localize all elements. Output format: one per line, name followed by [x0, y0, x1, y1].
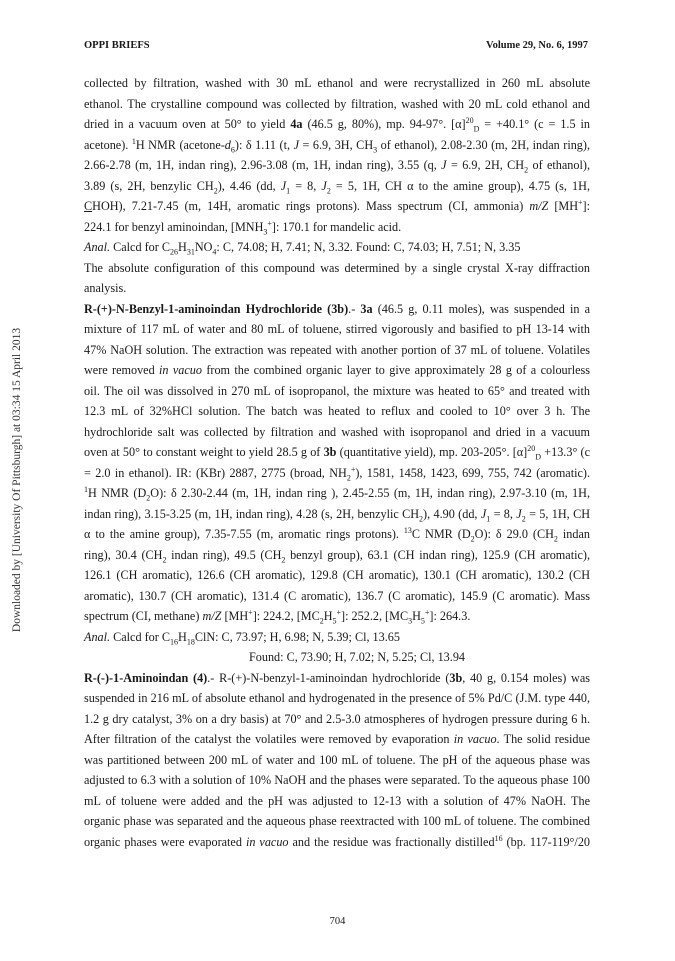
- text-line: spectrum (CI, methane) m/Z [MH+]: 224.2, $[MC_2H_5^+]$: 252.2, $[MC_3H_5^+]$: 264.3.: [84, 607, 471, 626]
- text-line: $^1$H NMR $(D_2O)$: δ 2.30-2.44 (m, 1H, indan ring ), 2.45-2.55 (m, 1H, indan ring), 2.97-3.10 (m, 1H,: [84, 484, 590, 503]
- text-line: The absolute configuration of this compound was determined by a single crystal X-ray diffraction: [84, 260, 590, 275]
- text-line: was partitioned between 200 mL of water and 100 mL of toluene. The pH of the aqueous phase was: [84, 752, 590, 767]
- text-line: 224.1 for benzyl aminoindan, $[MNH_3^+]$: 170.1 for mandelic acid.: [84, 218, 402, 236]
- text-line: mL of toluene were added and the pH was adjusted to 12-13 with a solution of 47% NaOH. The: [84, 793, 590, 808]
- text-line: 3.89 (s, 2H, benzylic $CH_2$), 4.46 (dd, $J_1 = 8$, $J_2 = 5$, 1H, CH α to the amine group), 4.75 (s, 1H,: [84, 178, 591, 195]
- download-notice-margin: [6, 300, 28, 660]
- text-line: 1.2 g dry catalyst, 3% on a dry basis) at 70° and 2.5-3.0 atmospheres of hydrogen pressure during 6 h.: [84, 711, 590, 726]
- text-line: Found: C, 73.90; H, 7.02; N, 5.25; Cl, 13.94: [249, 650, 466, 664]
- volume-info: Volume 29, No. 6, 1997: [486, 40, 588, 51]
- text-line: 2.66-2.78 (m, 1H, indan ring), 2.96-3.08 (m, 1H, indan ring), 3.55 (q, J = 6.9, 2H, $CH_2$ of ethanol),: [84, 158, 590, 175]
- text-line: oil. The oil was dissolved in 270 mL of isopropanol, the mixture was heated to 65° and treated with: [84, 383, 590, 398]
- text-line: acetone). $^1$H NMR $(acetone-d_6)$: δ 1.11 (t, J = 6.9, 3H, $CH_3$ of ethanol), 2.08-2.30 (m, 2H, indan ring),: [84, 136, 590, 154]
- text-line: mixture of 117 mL of water and 80 mL of toluene, stirred vigorously and basified to pH 13-14 with: [84, 322, 590, 336]
- page-number: 704: [329, 916, 346, 927]
- text-line: = 2.0 in ethanol). IR: (KBr) 2887, 2775 (broad, $NH_2^+$), 1581, 1458, 1423, 699, 755, 742 (aromatic).: [84, 464, 591, 482]
- text-line: adjusted to 6.3 with a solution of 10% NaOH and the phases were separated. To the aqueous phase 100: [84, 773, 590, 787]
- text-line: Anal. Calcd for $C_{16}H_{18}ClN$: C, 73.97; H, 6.98; N, 5.39; Cl, 13.65: [84, 629, 400, 646]
- text-line: hydrochloride salt was collected by filtration and washed with isopropanol and dried in a vacuum: [84, 424, 590, 439]
- text-line: α to the amine group), 7.35-7.55 (m, aromatic rings protons). $^{13}$C NMR $(D_2O)$: δ 29.0 ($CH_2$ indan: [84, 525, 590, 544]
- text-line: 12.3 mL of 32%HCl solution. The batch was heated to reflux and cooled to 10° over 3 h. The: [84, 404, 590, 418]
- text-line: 47% NaOH solution. The extraction was repeated with another portion of 37 mL of toluene. Volatiles: [84, 342, 590, 357]
- text-line: ethanol. The crystalline compound was collected by filtration, washed with 20 mL cold ethanol and: [84, 96, 590, 111]
- text-line: collected by filtration, washed with 30 mL ethanol and were recrystallized in 260 mL absolute: [84, 76, 590, 90]
- text-line: suspended in 216 mL of absolute ethanol and hydrogenated in the presence of 5% Pd/C (J.M. type 440,: [84, 691, 590, 705]
- text-line: analysis.: [84, 281, 127, 295]
- text-line: ring), 30.4 ($CH_2$ indan ring), 49.5 ($CH_2$ benzyl group), 63.1 (CH indan ring), 125.9 (CH aromatic),: [84, 547, 590, 564]
- text-line: were removed in vacuo from the combined organic layer to give approximately 28 g of a colourless: [84, 363, 590, 377]
- download-notice: Downloaded by [University Of Pittsburgh] at 03:34 15 April 2013: [11, 327, 23, 633]
- text-line: organic phases were evaporated in vacuo and the residue was fractionally distilled$^{16}$ (bp. 117-119°/20: [84, 833, 591, 849]
- text-line: dried in a vacuum oven at 50° to yield 4a (46.5 g, 80%), mp. 94-97°. $[\alpha]^{20}_D = +40.1^\circ$ (c = 1.5 in: [84, 115, 590, 134]
- text-line: R-(-)-1-Aminoindan (4).- R-(+)-N-benzyl-1-aminoindan hydrochloride (3b, 40 g, 0.154 moles) was: [84, 670, 591, 685]
- text-line: aromatic), 130.7 (CH aromatic), 131.4 (C aromatic), 136.7 (C aromatic), 145.9 (C aromatic). Mass: [84, 588, 590, 603]
- text-line: 126.1 (CH aromatic), 126.6 (CH aromatic), 129.8 (CH aromatic), 130.1 (CH aromatic), 130.2 (CH: [84, 568, 590, 582]
- journal-name: OPPI BRIEFS: [84, 40, 150, 51]
- text-line: CHOH), 7.21-7.45 (m, 14H, aromatic rings protons). Mass spectrum (CI, ammonia) m/Z [MH+]:: [84, 197, 590, 213]
- running-header: [84, 40, 588, 56]
- text-line: organic phase was separated and the aqueous phase reextracted with 100 mL of toluene. The combined: [84, 814, 590, 828]
- text-line: indan ring), 3.15-3.25 (m, 1H, indan ring), 4.28 (s, 2H, benzylic $CH_2$), 4.90 (dd, $J_1 = 8$, $J_2 = 5$, 1H, CH: [84, 506, 590, 523]
- text-line: oven at 50° to constant weight to yield 28.5 g of 3b (quantitative yield), mp. 203-205°. $[\alpha]^{20}_D +13.3^\circ$ (c: [84, 443, 590, 462]
- text-line: R-(+)-N-Benzyl-1-aminoindan Hydrochloride (3b).- 3a (46.5 g, 0.11 moles), was suspended in a: [84, 301, 590, 316]
- article-body: [84, 73, 590, 852]
- text-line: Anal. Calcd for $C_{26}H_{31}NO_4$: C, 74.08; H, 7.41; N, 3.32. Found: C, 74.03; H, 7.51; N, 3.35: [84, 240, 521, 257]
- text-line: After filtration of the catalyst the volatiles were removed by evaporation in vacuo. The solid residue: [84, 732, 590, 746]
